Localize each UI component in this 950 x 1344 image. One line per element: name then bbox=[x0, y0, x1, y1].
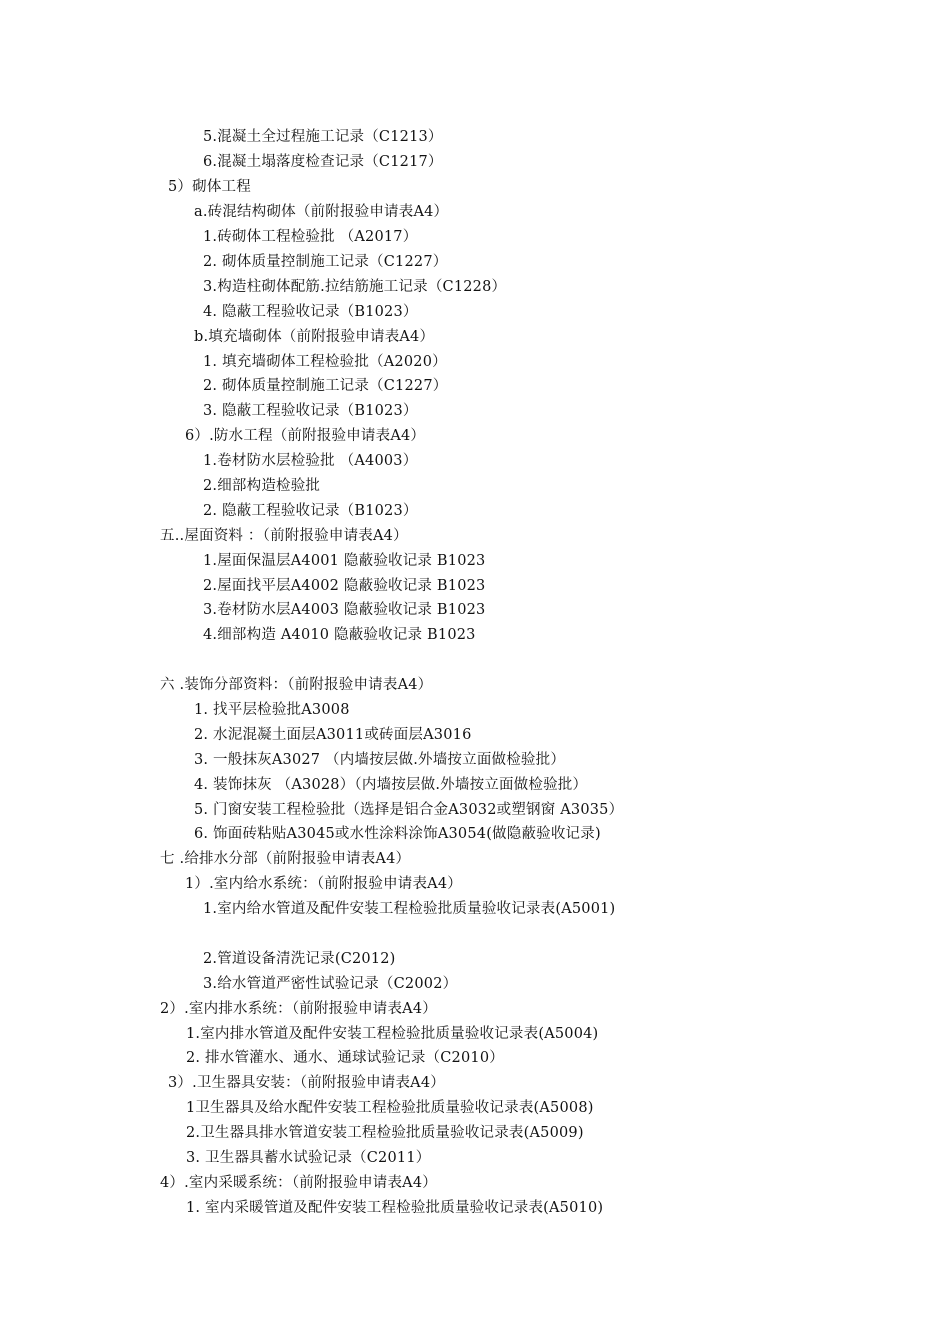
section-heading: 6）.防水工程（前附报验申请表A4） bbox=[185, 428, 426, 444]
text-line: 3. 卫生器具蓄水试验记录（C2011） bbox=[186, 1150, 431, 1166]
text-line: 3.给水管道严密性试验记录（C2002） bbox=[203, 976, 458, 992]
text-line: 2.屋面找平层A4002 隐蔽验收记录 B1023 bbox=[203, 578, 486, 594]
text-line: 3. 隐蔽工程验收记录（B1023） bbox=[203, 403, 418, 419]
text-line: 2. 水泥混凝土面层A3011或砖面层A3016 bbox=[194, 727, 472, 743]
text-line: 2. 隐蔽工程验收记录（B1023） bbox=[203, 503, 418, 519]
text-line: 5.混凝土全过程施工记录（C1213） bbox=[203, 129, 443, 145]
text-line: 5. 门窗安装工程检验批（选择是铝合金A3032或塑钢窗 A3035） bbox=[194, 802, 624, 818]
text-line: 1.室内排水管道及配件安装工程检验批质量验收记录表(A5004) bbox=[186, 1026, 599, 1042]
text-line: 3.构造柱砌体配筋.拉结筋施工记录（C1228） bbox=[203, 279, 507, 295]
text-line: 6.混凝土塌落度检查记录（C1217） bbox=[203, 154, 443, 170]
text-line: 2. 砌体质量控制施工记录（C1227） bbox=[203, 254, 448, 270]
text-line: 1. 填充墙砌体工程检验批（A2020） bbox=[203, 354, 447, 370]
section-heading: 3）.卫生器具安装：（前附报验申请表A4） bbox=[168, 1075, 445, 1091]
text-line: 3.卷材防水层A4003 隐蔽验收记录 B1023 bbox=[203, 602, 486, 618]
text-line: 2.卫生器具排水管道安装工程检验批质量验收记录表(A5009) bbox=[186, 1125, 584, 1141]
section-heading: 2）.室内排水系统：（前附报验申请表A4） bbox=[160, 1001, 437, 1017]
section-heading: 4）.室内采暖系统：（前附报验申请表A4） bbox=[160, 1175, 437, 1191]
text-line: 1卫生器具及给水配件安装工程检验批质量验收记录表(A5008) bbox=[186, 1100, 594, 1116]
text-line: 4.细部构造 A4010 隐蔽验收记录 B1023 bbox=[203, 627, 476, 643]
subsection-heading: b.填充墙砌体（前附报验申请表A4） bbox=[194, 329, 435, 345]
text-line: 2. 砌体质量控制施工记录（C1227） bbox=[203, 378, 448, 394]
text-line: 1.砖砌体工程检验批 （A2017） bbox=[203, 229, 418, 245]
text-line: 1. 室内采暖管道及配件安装工程检验批质量验收记录表(A5010) bbox=[186, 1200, 604, 1216]
subsection-heading: a.砖混结构砌体（前附报验申请表A4） bbox=[194, 204, 449, 220]
text-line: 1. 找平层检验批A3008 bbox=[194, 702, 350, 718]
text-line: 1.屋面保温层A4001 隐蔽验收记录 B1023 bbox=[203, 553, 486, 569]
text-line: 3. 一般抹灰A3027 （内墙按层做.外墙按立面做检验批） bbox=[194, 752, 566, 768]
chapter-heading: 六 .装饰分部资料：（前附报验申请表A4） bbox=[160, 677, 433, 693]
text-line: 4. 隐蔽工程验收记录（B1023） bbox=[203, 304, 418, 320]
chapter-heading: 七 .给排水分部（前附报验申请表A4） bbox=[160, 851, 411, 867]
text-line: 4. 装饰抹灰 （A3028）（内墙按层做.外墙按立面做检验批） bbox=[194, 777, 588, 793]
chapter-heading: 五..屋面资料 ：（前附报验申请表A4） bbox=[160, 528, 408, 544]
text-line: 2.管道设备清洗记录(C2012) bbox=[203, 951, 396, 967]
section-heading: 1）.室内给水系统：（前附报验申请表A4） bbox=[185, 876, 462, 892]
section-heading: 5）砌体工程 bbox=[168, 179, 251, 195]
text-line: 2.细部构造检验批 bbox=[203, 478, 321, 494]
text-line: 6. 饰面砖粘贴A3045或水性涂料涂饰A3054(做隐蔽验收记录) bbox=[194, 826, 601, 842]
text-line: 2. 排水管灌水、通水、通球试验记录（C2010） bbox=[186, 1050, 504, 1066]
text-line: 1.室内给水管道及配件安装工程检验批质量验收记录表(A5001) bbox=[203, 901, 616, 917]
text-line: 1.卷材防水层检验批 （A4003） bbox=[203, 453, 418, 469]
